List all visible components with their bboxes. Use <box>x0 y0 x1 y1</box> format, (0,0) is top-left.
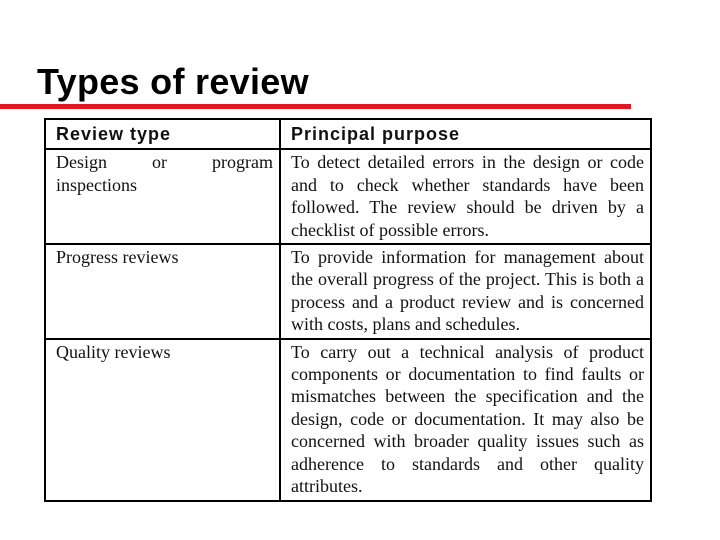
review-types-table <box>44 118 652 502</box>
header-principal-purpose: Principal purpose <box>280 119 651 149</box>
purpose-cell: To provide information for management about the overall progress of the project. This is both a process and a product review and is concerned with costs, plans and schedules. <box>280 244 651 339</box>
table-row <box>45 149 651 244</box>
review-type-cell: Progress reviews <box>45 244 280 339</box>
slide-title: Types of review <box>37 61 309 102</box>
title-underline <box>0 104 631 109</box>
table-header-row <box>45 119 651 149</box>
review-type-cell: Design or program inspections <box>45 149 280 244</box>
purpose-cell: To carry out a technical analysis of product components or documentation to find faults or mismatches between the specification and the design, code or documentation. It may also be concerned with broader quality issues such as adherence to standards and other quality attributes. <box>280 339 651 501</box>
purpose-cell: To detect detailed errors in the design or code and to check whether standards have been followed. The review should be driven by a checklist of possible errors. <box>280 149 651 244</box>
table-row <box>45 244 651 339</box>
review-type-cell: Quality reviews <box>45 339 280 501</box>
table-row <box>45 339 651 501</box>
header-review-type: Review type <box>45 119 280 149</box>
